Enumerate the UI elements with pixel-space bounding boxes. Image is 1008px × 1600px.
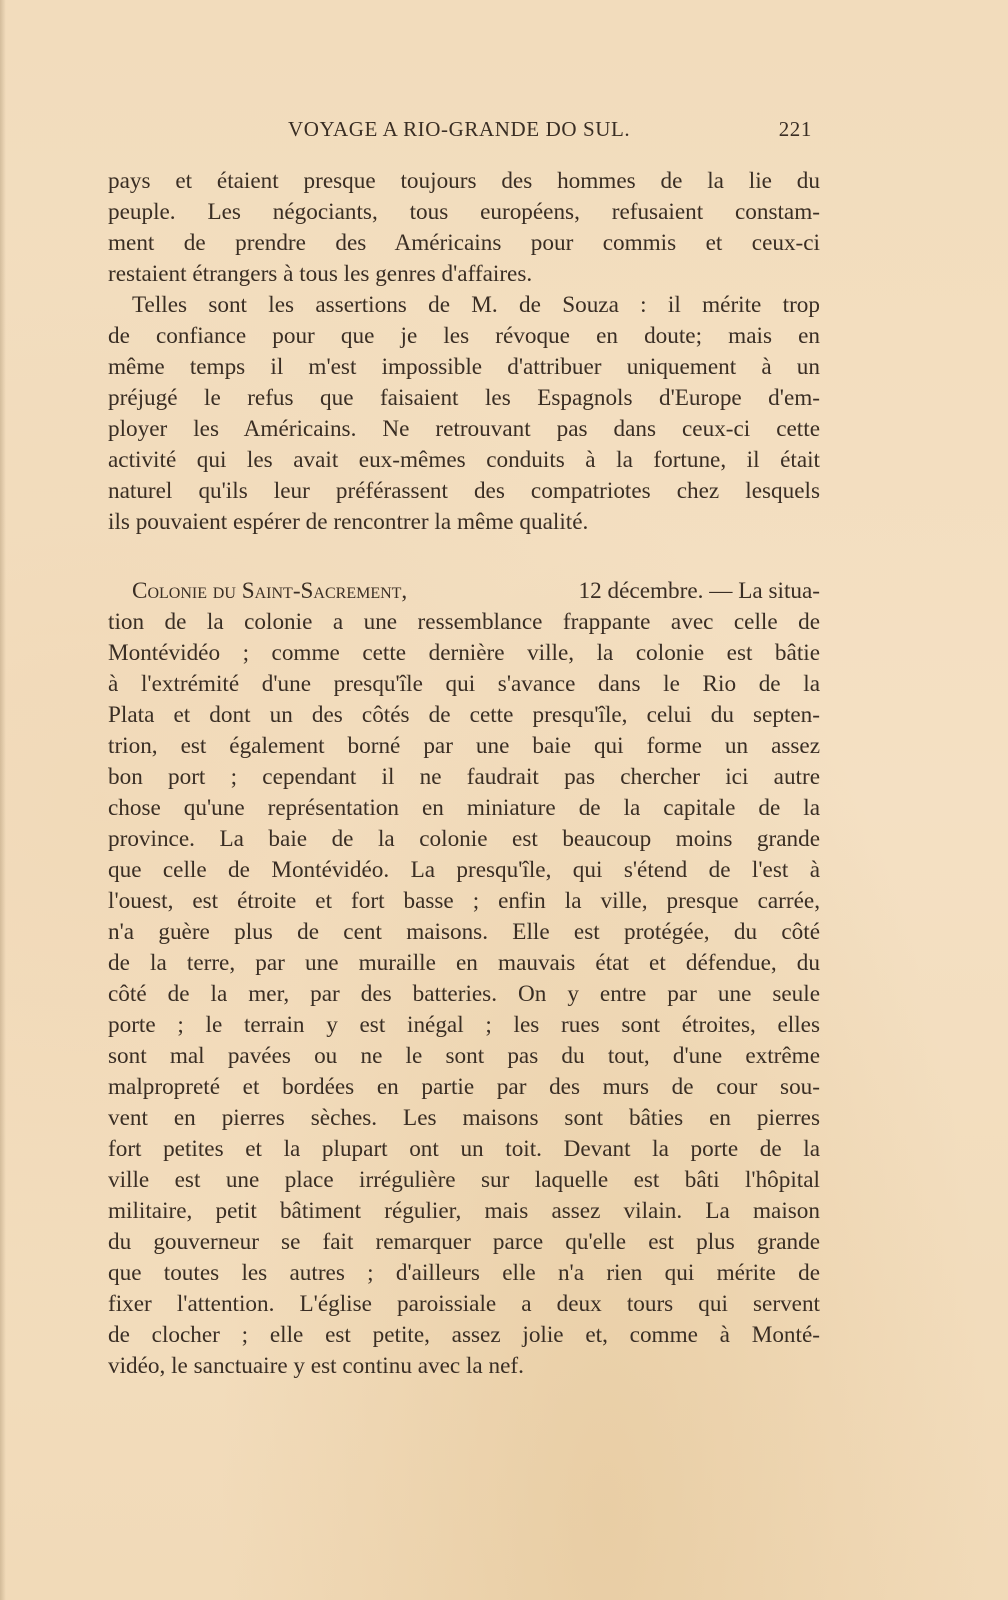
text-line: à l'extrémité d'une presqu'île qui s'avance dans le Rio de la (108, 671, 820, 697)
text-line: ployer les Américains. Ne retrouvant pas dans ceux-ci cette (108, 416, 820, 442)
text-line: bon port ; cependant il ne faudrait pas chercher ici autre (108, 764, 820, 790)
text-line: Plata et dont un des côtés de cette presqu'île, celui du septen- (108, 702, 820, 728)
text-line: de clocher ; elle est petite, assez jolie et, comme à Monté- (108, 1322, 820, 1348)
text-line: préjugé le refus que faisaient les Espagnols d'Europe d'em- (108, 385, 820, 411)
body-text (108, 166, 820, 1382)
text-line: province. La baie de la colonie est beaucoup moins grande (108, 826, 820, 852)
text-line: pays et étaient presque toujours des hommes de la lie du (108, 168, 820, 194)
text-line: côté de la mer, par des batteries. On y entre par une seule (108, 981, 820, 1007)
text-line: vidéo, le sanctuaire y est continu avec la nef. (108, 1353, 524, 1379)
text-line: malpropreté et bordées en partie par des murs de cour sou- (108, 1074, 820, 1100)
section-gap (108, 538, 820, 576)
text-line: n'a guère plus de cent maisons. Elle est protégée, du côté (108, 919, 820, 945)
text-line: que celle de Montévidéo. La presqu'île, qui s'étend de l'est à (108, 857, 820, 883)
text-line: Telles sont les assertions de M. de Souza : il mérite trop (132, 292, 820, 318)
text-line: ville est une place irrégulière sur laquelle est bâti l'hôpital (108, 1167, 820, 1193)
text-line: Montévidéo ; comme cette dernière ville, la colonie est bâtie (108, 640, 820, 666)
text-line: chose qu'une représentation en miniature de la capitale de la (108, 795, 820, 821)
text-line: fixer l'attention. L'église paroissiale a deux tours qui servent (108, 1291, 820, 1317)
paragraph (108, 166, 820, 290)
text-line: peuple. Les négociants, tous européens, refusaient constam- (108, 199, 820, 225)
text-line (108, 576, 820, 607)
text-line: trion, est également borné par une baie qui forme un assez (108, 733, 820, 759)
text-line: l'ouest, est étroite et fort basse ; enfin la ville, presque carrée, (108, 888, 820, 914)
text-line: de confiance pour que je les révoque en doute; mais en (108, 323, 820, 349)
text-line: restaient étrangers à tous les genres d'affaires. (108, 261, 533, 287)
paragraph (108, 290, 820, 538)
running-head-title: VOYAGE A RIO-GRANDE DO SUL. (288, 117, 631, 141)
text-line: porte ; le terrain y est inégal ; les rues sont étroites, elles (108, 1012, 820, 1038)
text-line: ils pouvaient espérer de rencontrer la même qualité. (108, 509, 589, 535)
running-head (108, 117, 820, 145)
text-line: ment de prendre des Américains pour commis et ceux-ci (108, 230, 820, 256)
text-line: même temps il m'est impossible d'attribuer uniquement à un (108, 354, 820, 380)
paragraph (108, 576, 820, 1382)
entry-date-text: 12 décembre. — La situa- (572, 578, 820, 604)
text-line: vent en pierres sèches. Les maisons sont bâties en pierres (108, 1105, 820, 1131)
text-line: tion de la colonie a une ressemblance frappante avec celle de (108, 609, 820, 635)
entry-heading: Colonie du Saint-Sacrement, (132, 578, 408, 604)
page-edge-shadow (0, 0, 6, 1600)
text-line: militaire, petit bâtiment régulier, mais assez vilain. La maison (108, 1198, 820, 1224)
text-line: que toutes les autres ; d'ailleurs elle n'a rien qui mérite de (108, 1260, 820, 1286)
text-line: activité qui les avait eux-mêmes conduits à la fortune, il était (108, 447, 820, 473)
text-line: sont mal pavées ou ne le sont pas du tout, d'une extrême (108, 1043, 820, 1069)
text-line: du gouverneur se fait remarquer parce qu'elle est plus grande (108, 1229, 820, 1255)
text-line: naturel qu'ils leur préférassent des compatriotes chez lesquels (108, 478, 820, 504)
text-line: fort petites et la plupart ont un toit. Devant la porte de la (108, 1136, 820, 1162)
page-number: 221 (778, 117, 812, 141)
text-line: de la terre, par une muraille en mauvais état et défendue, du (108, 950, 820, 976)
